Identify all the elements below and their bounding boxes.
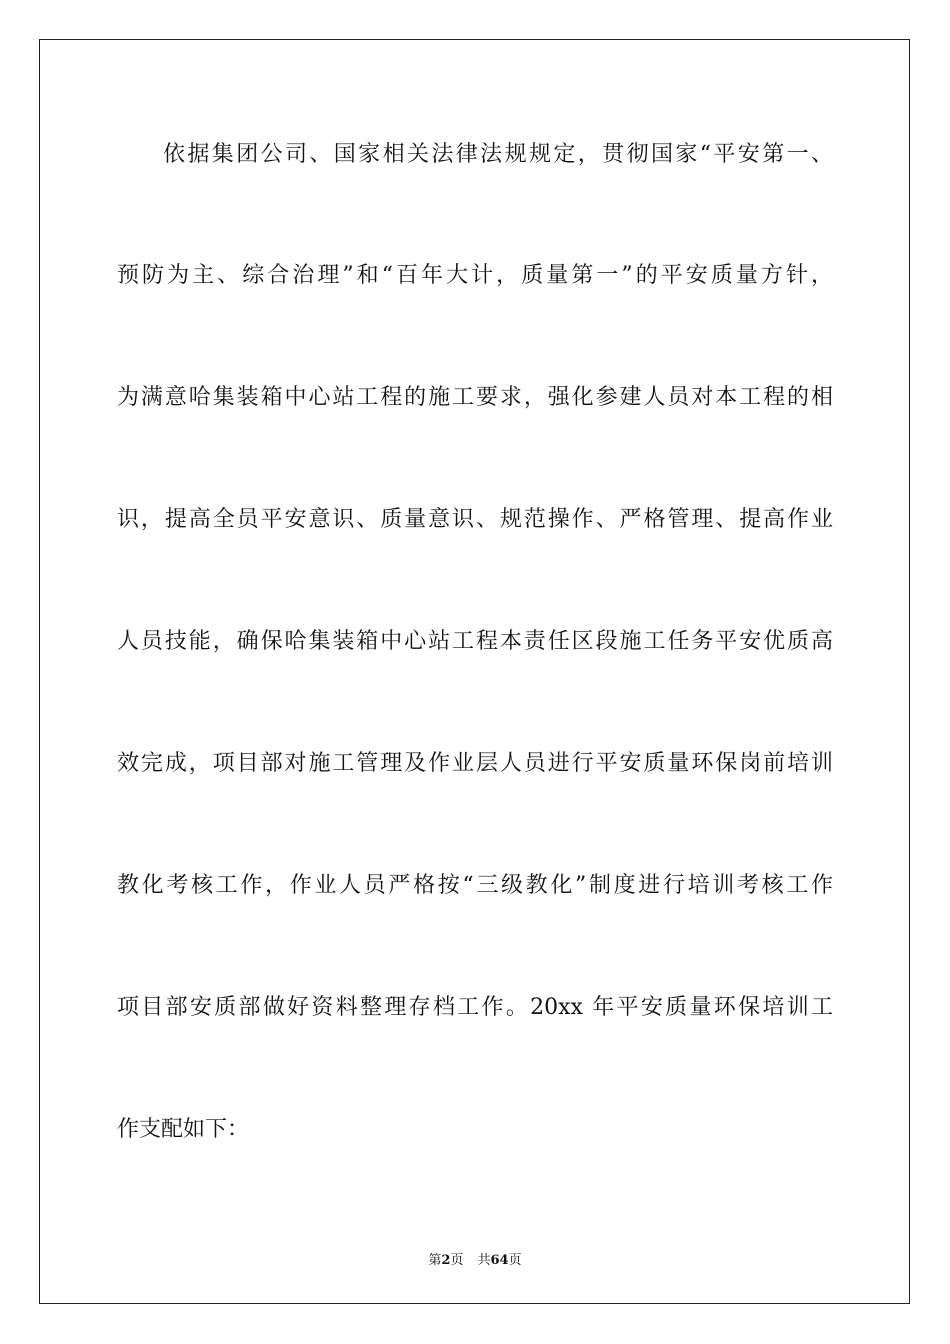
- paragraph-line: 作支配如下：: [117, 1117, 250, 1142]
- total-suffix: 页: [508, 1253, 522, 1268]
- paragraph-line: 为满意哈集装箱中心站工程的施工要求，强化参建人员对本工程的相: [117, 385, 833, 410]
- paragraph-line: 效完成，项目部对施工管理及作业层人员进行平安质量环保岗前培训: [117, 751, 833, 776]
- paragraph-line: 依据集团公司、国家相关法律法规规定，贯彻国家“平安第一、: [163, 142, 833, 167]
- page-number: 2: [441, 1253, 451, 1268]
- page-footer: [0, 1249, 950, 1268]
- paragraph-line: 预防为主、综合治理”和“百年大计，质量第一”的平安质量方针，: [117, 263, 833, 288]
- paragraph-line: 人员技能，确保哈集装箱中心站工程本责任区段施工任务平安优质高: [117, 629, 833, 654]
- page-suffix: 页: [450, 1253, 464, 1268]
- paragraph-line: 教化考核工作，作业人员严格按“三级教化”制度进行培训考核工作: [117, 873, 833, 898]
- total-prefix: 共: [477, 1253, 491, 1268]
- paragraph-line: 项目部安质部做好资料整理存档工作。20xx 年平安质量环保培训工: [117, 995, 833, 1020]
- page-prefix: 第: [428, 1253, 442, 1268]
- total-pages: 64: [490, 1253, 509, 1268]
- paragraph-line: 识，提高全员平安意识、质量意识、规范操作、严格管理、提高作业: [117, 507, 833, 532]
